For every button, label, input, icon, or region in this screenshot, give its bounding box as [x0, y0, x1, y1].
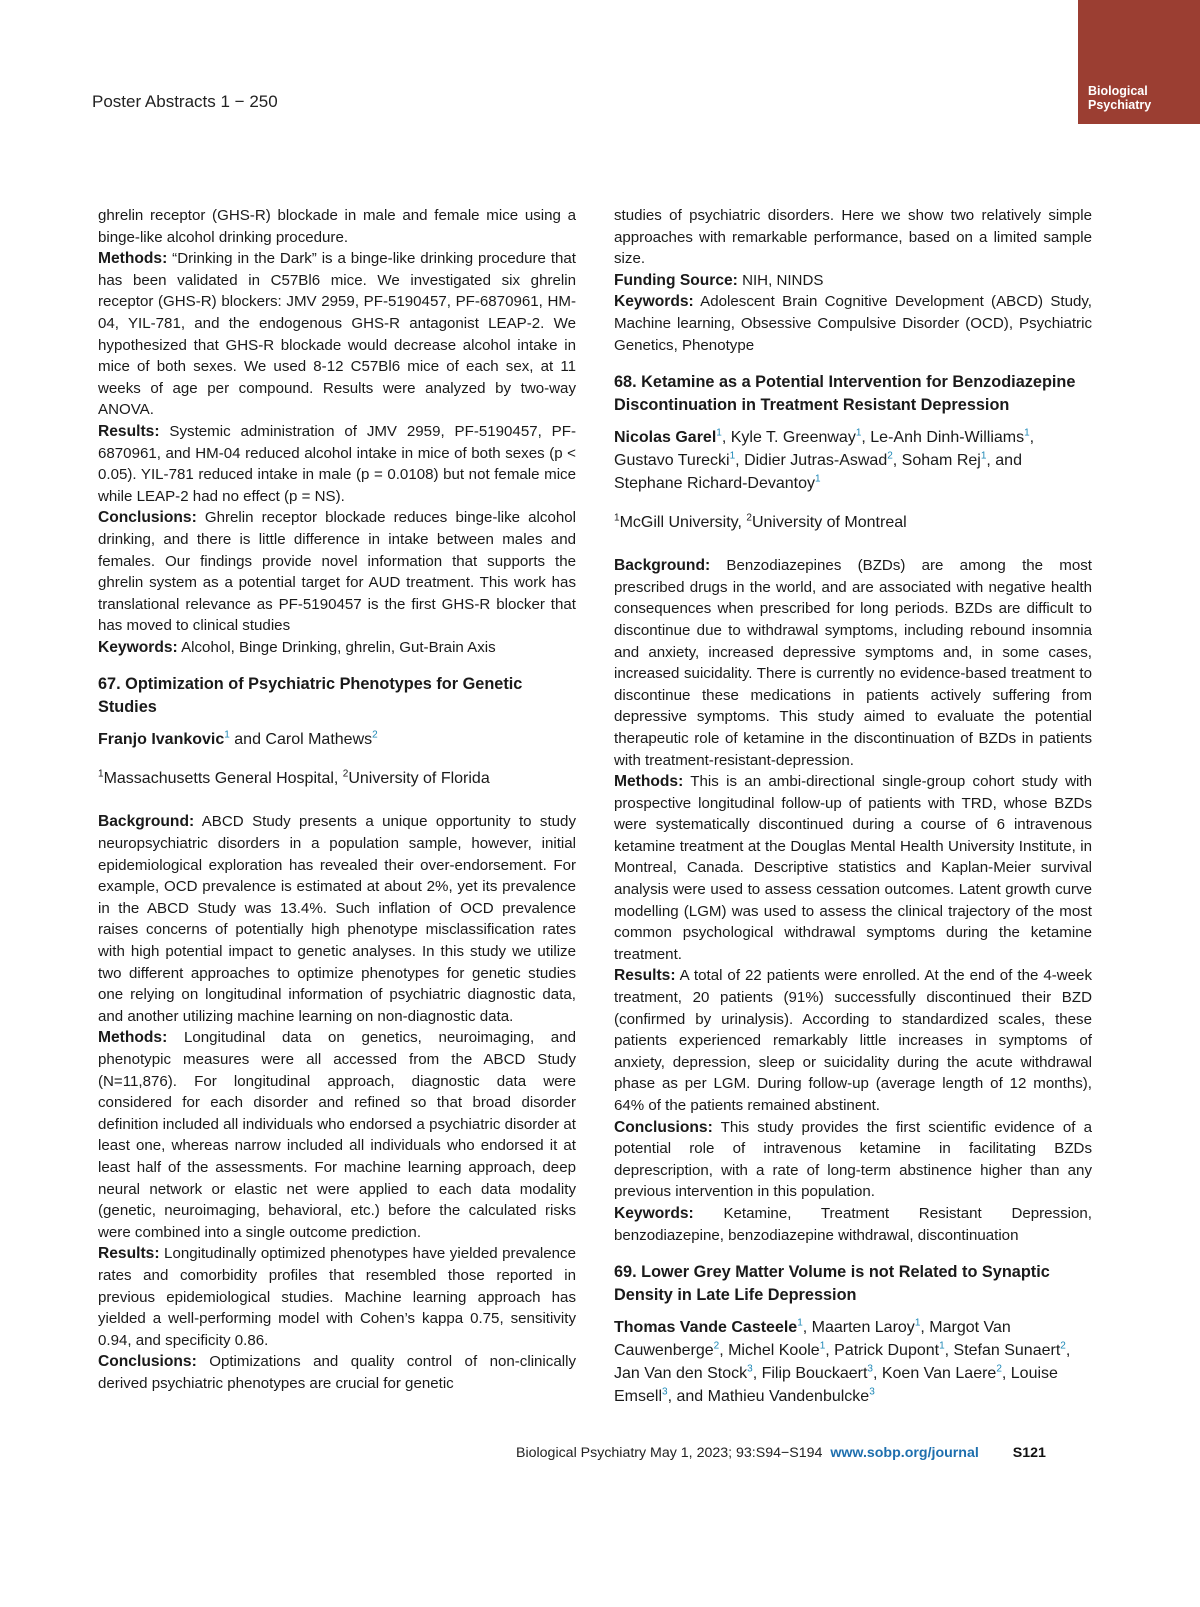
conclusions-paragraph [98, 1351, 576, 1394]
running-head: Poster Abstracts 1 − 250 [92, 92, 278, 111]
author-affil-sup: 2 [996, 1363, 1002, 1375]
background-paragraph [614, 555, 1092, 771]
author-affil-sup: 1 [797, 1317, 803, 1329]
affil-sup: 2 [342, 769, 349, 781]
funding-label: Funding Source: [614, 271, 738, 289]
author-name: , Louise Emsell [614, 1365, 1058, 1406]
author-name: , Stefan Sunaert [944, 1342, 1061, 1360]
results-label: Results: [98, 1245, 160, 1263]
author-sup: 2 [372, 730, 378, 742]
author-affil-sup: 1 [1024, 427, 1030, 439]
methods-text: “Drinking in the Dark” is a binge-like drinking procedure that has been validated in C57Bl6 mice. We investigated six ghrelin receptor (GHS-R) blockers: JMV 2959, PF-5190457, PF-6870961, HM-04, YIL-781, and the endogenous GHS-R antagonist LEAP-2. We hypothesized that GHS-R blockade would decrease alcohol intake in mice of both sexes. We used 8-12 C57Bl6 mice of each sex, at 11 weeks of age per compound. Results were analyzed by two-way ANOVA. [98, 250, 576, 419]
author-sup: 1 [224, 730, 230, 742]
footer-citation: Biological Psychiatry May 1, 2023; 93:S94−S194 [516, 1445, 823, 1461]
methods-label: Methods: [98, 1029, 168, 1047]
results-text: Longitudinally optimized phenotypes have yielded prevalence rates and comorbidity profiles that resembled those reported in previous epidemiological studies. Machine learning approach has yielded a well-performing model with Cohen’s kappa 0.75, sensitivity 0.94, and specificity 0.86. [98, 1245, 576, 1349]
conclusions-label: Conclusions: [98, 1353, 197, 1371]
affil-name: University of Florida [348, 770, 490, 788]
keywords-text: Adolescent Brain Cognitive Development (ABCD) Study, Machine learning, Obsessive Compulsive Disorder (OCD), Psychiatric Genetics, Phenotype [614, 293, 1092, 354]
methods-label: Methods: [614, 773, 684, 791]
continued-paragraph: studies of psychiatric disorders. Here we show two relatively simple approaches with remarkable performance, based on a limited sample size. [614, 207, 1092, 268]
author-affil-sup: 1 [716, 427, 722, 439]
abstract-68-authors [614, 426, 1092, 495]
author-name: , Didier Jutras-Aswad [735, 452, 888, 470]
left-column [98, 205, 576, 1395]
affil-name: University of Montreal [751, 514, 907, 532]
abstract-67-affiliations [98, 767, 576, 790]
page-footer [516, 1445, 1046, 1461]
author-name: , Koen Van Laere [872, 1365, 997, 1383]
abstract-68-title: 68. Ketamine as a Potential Intervention for Benzodiazepine Discontinuation in Treatment Resistant Depression [614, 373, 1076, 415]
author-name: , Gustavo Turecki [614, 429, 1035, 470]
author-affil-sup: 3 [869, 1386, 875, 1398]
results-paragraph [98, 421, 576, 507]
background-text: Benzodiazepines (BZDs) are among the most prescribed drugs in the world, and are associated with negative health consequences when prescribed for long periods. BZDs are difficult to discontinue due to withdrawal symptoms, including rebound insomnia and anxiety, increased depressive symptoms and, in some cases, increased suicidality. There is currently no evidence-based treatment to discontinue these medications in patients actively suffering from depressive symptoms. This study aimed to evaluate the potential therapeutic role of ketamine in the discontinuation of BZDs in patients with treatment-resistant-depression. [614, 557, 1092, 769]
author-name: , Jan Van den Stock [614, 1342, 1071, 1383]
keywords-paragraph [614, 291, 1092, 356]
author-name: , Filip Bouckaert [752, 1365, 868, 1383]
abstract-69-title: 69. Lower Grey Matter Volume is not Related to Synaptic Density in Late Life Depression [614, 1263, 1050, 1305]
conclusions-text: Ghrelin receptor blockade reduces binge-like alcohol drinking, and there is little difference in intake between males and females. Our findings provide novel information that supports the ghrelin system as a potential target for AUD treatment. This work has translational relevance as PF-5190457 is the first GHS-R blocker that has moved to clinical studies [98, 509, 576, 635]
author-affil-sup: 2 [1060, 1340, 1066, 1352]
intro-paragraph: ghrelin receptor (GHS-R) blockade in male and female mice using a binge-like alcohol drinking procedure. [98, 207, 576, 246]
author-name: Franjo Ivankovic [98, 731, 225, 749]
author-affil-sup: 2 [887, 450, 893, 462]
results-paragraph [614, 965, 1092, 1116]
author-name: , Soham Rej [892, 452, 981, 470]
background-label: Background: [614, 557, 711, 575]
conclusions-label: Conclusions: [614, 1118, 713, 1136]
author-name: , Le-Anh Dinh-Williams [861, 429, 1025, 447]
keywords-label: Keywords: [614, 1204, 694, 1222]
abstract-68-affiliations [614, 511, 1092, 534]
first-author: Nicolas Garel [614, 429, 717, 447]
affil-name: McGill University, [619, 514, 747, 532]
background-paragraph [98, 811, 576, 1027]
affil-name: Massachusetts General Hospital, [103, 770, 343, 788]
author-name: , Maarten Laroy [802, 1319, 915, 1337]
abstract-67-title: 67. Optimization of Psychiatric Phenotypes for Genetic Studies [98, 675, 523, 717]
author-affil-sup: 3 [867, 1363, 873, 1375]
author-name: , Kyle T. Greenway [721, 429, 856, 447]
author-affil-sup: 1 [729, 450, 736, 462]
author-name: and Carol Mathews [229, 731, 373, 749]
author-affil-sup: 1 [819, 1340, 826, 1352]
author-name: , Patrick Dupont [825, 1342, 940, 1360]
funding-paragraph [614, 270, 1092, 292]
journal-tab-line2: Psychiatry [1088, 98, 1152, 112]
keywords-paragraph [614, 1203, 1092, 1246]
author-affil-sup: 1 [980, 450, 987, 462]
keywords-text: Alcohol, Binge Drinking, ghrelin, Gut-Brain Axis [177, 638, 496, 656]
author-name: , Michel Koole [719, 1342, 820, 1360]
author-affil-sup: 1 [914, 1317, 921, 1329]
methods-label: Methods: [98, 250, 168, 268]
author-name: , Margot Van Cauwenberge [614, 1319, 1011, 1360]
author-name: , and Mathieu Vandenbulcke [667, 1388, 870, 1406]
abstract-69-authors [614, 1316, 1092, 1408]
methods-paragraph [614, 771, 1092, 965]
affil-sup: 1 [614, 512, 620, 524]
methods-paragraph [98, 1027, 576, 1243]
funding-text: NIH, NINDS [737, 271, 824, 289]
methods-text: Longitudinal data on genetics, neuroimaging, and phenotypic measures were all accessed from the ABCD Study (N=11,876). For longitudinal approach, diagnostic data were considered for each disorder and refined so that broad disorder definition included all individuals who endorsed a psychiatric disorder at least one, whereas narrow included all individuals who endorsed it at least half of the assessments. For machine learning approach, deep neural network or elastic net were applied to each data modality (genetic, neuroimaging, behavioral, etc.) before the calculated risks were combined into a single outcome prediction. [98, 1029, 576, 1241]
conclusions-text: This study provides the first scientific evidence of a potential role of intravenous ketamine in facilitating BZDs deprescription, with a rate of long-term abstinence higher than any previous intervention in this population. [614, 1118, 1092, 1201]
keywords-paragraph [98, 637, 576, 659]
journal-tab-line1: Biological [1088, 84, 1148, 98]
keywords-text: Ketamine, Treatment Resistant Depression, benzodiazepine, benzodiazepine withdrawal, discontinuation [614, 1204, 1092, 1244]
author-affil-sup: 2 [713, 1340, 720, 1352]
conclusions-text: Optimizations and quality control of non-clinically derived psychiatric phenotypes are crucial for genetic [98, 1353, 576, 1392]
author-affil-sup: 1 [855, 427, 862, 439]
journal-tab [1078, 0, 1200, 124]
first-author: Thomas Vande Casteele [614, 1319, 798, 1337]
results-label: Results: [98, 422, 160, 440]
journal-link[interactable]: www.sobp.org/journal [830, 1445, 979, 1461]
keywords-label: Keywords: [614, 293, 694, 311]
author-name: , and Stephane Richard-Devantoy [614, 452, 1022, 493]
methods-text: This is an ambi-directional single-group cohort study with prospective longitudinal follow-up of patients with TRD, whose BZDs were systematically discontinued during a course of 6 intravenous ketamine treatment at the Douglas Mental Health University Institute, in Montreal, Canada. Descriptive statistics and Kaplan-Meier survival analysis were used to assess cessation outcomes. Latent growth curve modelling (LGM) was used to assess the clinical trajectory of the most common psychological withdrawal symptoms during the ketamine treatment. [614, 773, 1092, 963]
author-affil-sup: 3 [747, 1363, 753, 1375]
conclusions-label: Conclusions: [98, 509, 197, 527]
background-text: ABCD Study presents a unique opportunity to study neuropsychiatric disorders in a population sample, however, initial epidemiological exploration has revealed their over-endorsement. For example, OCD prevalence is estimated at about 2%, yet its prevalence in the ABCD Study was 13.4%. Such inflation of OCD prevalence raises concerns of potentially high phenotype misclassification rates with high potential impact to genetic analyses. In this study we utilize two different approaches to optimize phenotypes for genetic studies one relying on longitudinal information of psychiatric diagnostic data, and another utilizing machine learning on non-diagnostic data. [98, 813, 576, 1025]
conclusions-paragraph [614, 1117, 1092, 1203]
results-text: A total of 22 patients were enrolled. At the end of the 4-week treatment, 20 patients (91%) successfully discontinued their BZD (confirmed by urinalysis). According to standardized scales, these patients experienced remarkably little increases in symptoms of anxiety, depression, sleep or suicidality during the acute withdrawal phase as per LGM. During follow-up (average length of 12 months), 64% of the patients remained abstinent. [614, 967, 1092, 1114]
keywords-label: Keywords: [98, 638, 178, 656]
background-label: Background: [98, 813, 195, 831]
results-text: Systemic administration of JMV 2959, PF-5190457, PF-6870961, and HM-04 reduced alcohol intake in mice of both sexes (p < 0.05). YIL-781 reduced intake in male (p = 0.0108) but not female mice while LEAP-2 had no effect (p = NS). [98, 422, 576, 505]
abstract-67-authors [98, 728, 576, 751]
author-affil-sup: 1 [815, 473, 821, 485]
affil-sup: 2 [746, 512, 752, 524]
results-paragraph [98, 1243, 576, 1351]
author-affil-sup: 3 [662, 1386, 668, 1398]
methods-paragraph [98, 248, 576, 421]
conclusions-paragraph [98, 507, 576, 637]
results-label: Results: [614, 967, 676, 985]
right-column [614, 205, 1092, 1420]
affil-sup: 1 [98, 769, 104, 781]
author-affil-sup: 1 [939, 1340, 945, 1352]
page-number: S121 [1012, 1445, 1046, 1461]
